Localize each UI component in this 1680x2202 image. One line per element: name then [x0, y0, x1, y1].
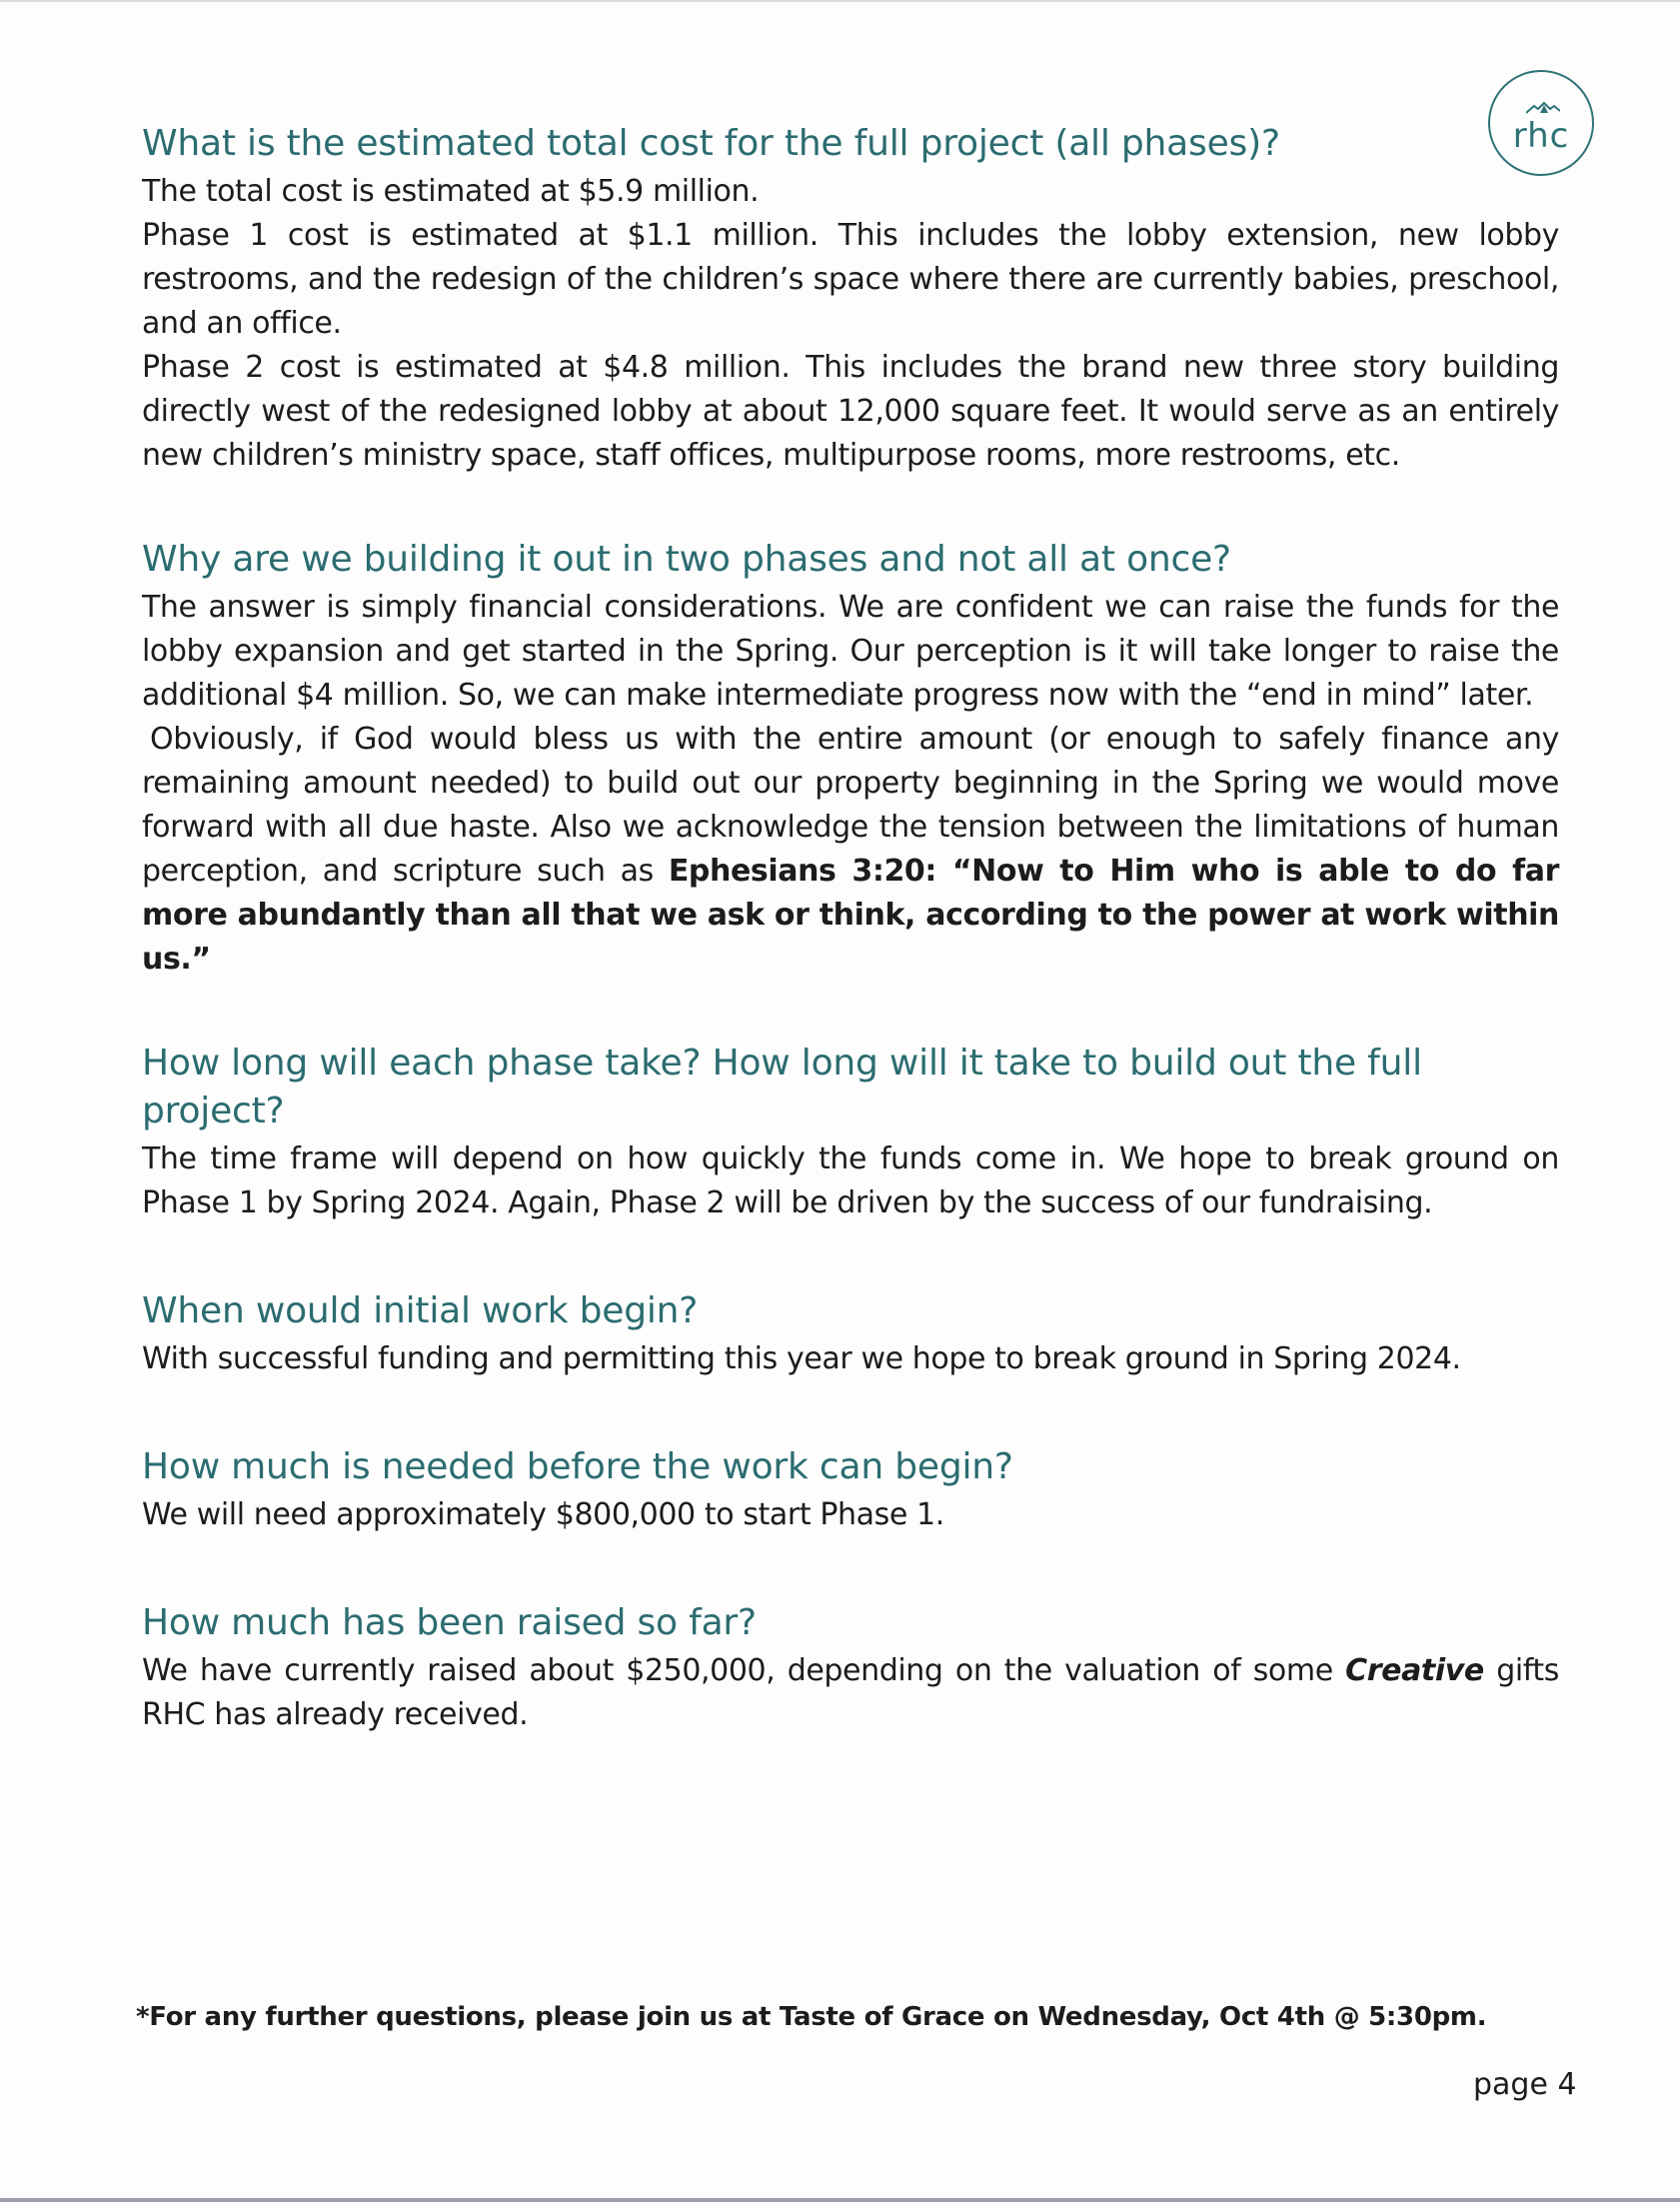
answer-paragraph [142, 718, 1559, 982]
answer-paragraph [142, 1649, 1559, 1737]
page-number: page 4 [1473, 2067, 1577, 2102]
scripture-quote: Ephesians 3:20: “Now to Him who is able to do far more abundantly than all that we ask or think, according to the power at work within us.” [142, 854, 1559, 977]
faq-section-raised [142, 1599, 1559, 1737]
faq-section-start [142, 1287, 1559, 1381]
answer-paragraph: With successful funding and permitting this year we hope to break ground in Spring 2024. [142, 1341, 1461, 1376]
question-heading: What is the estimated total cost for the full project (all phases)? [142, 123, 1280, 164]
faq-section-two-phases [142, 536, 1559, 982]
answer-paragraph: The total cost is estimated at $5.9 million. [142, 174, 760, 209]
footnote: *For any further questions, please join us at Taste of Grace on Wednesday, Oct 4th @ 5:30pm. [136, 2002, 1487, 2032]
question-heading: How much is needed before the work can begin? [142, 1446, 1013, 1487]
faq-section-needed [142, 1443, 1559, 1537]
emphasis-text: Creative [1345, 1653, 1484, 1688]
answer-paragraph: Phase 1 cost is estimated at $1.1 million. This includes the lobby extension, new lobby restrooms, and the redesign of the children’s space where there are currently babies, preschool, and an office. [142, 218, 1559, 341]
faq-content [142, 120, 1559, 1795]
answer-paragraph: The answer is simply financial considerations. We are confident we can raise the funds for the lobby expansion and get started in the Spring. Our perception is it will take longer to raise the additional $4 million. So, we can make intermediate progress now with the “end in mind” later. [142, 590, 1559, 713]
answer-paragraph: Phase 2 cost is estimated at $4.8 million. This includes the brand new three story building directly west of the redesigned lobby at about 12,000 square feet. It would serve as an entirely new children’s ministry space, staff offices, multipurpose rooms, more restrooms, etc. [142, 350, 1559, 473]
answer-paragraph: The time frame will depend on how quickly the funds come in. We hope to break ground on Phase 1 by Spring 2024. Again, Phase 2 will be driven by the success of our fundraising. [142, 1141, 1559, 1220]
answer-text: gifts RHC has already received. [142, 1653, 1559, 1732]
answer-paragraph: We will need approximately $800,000 to start Phase 1. [142, 1497, 944, 1532]
scan-top-edge [0, 0, 1680, 2]
question-heading: How much has been raised so far? [142, 1602, 757, 1643]
faq-section-timeline [142, 1040, 1559, 1225]
faq-section-total-cost [142, 120, 1559, 478]
answer-text: Obviously, if God would bless us with the entire amount (or enough to safely finance any remaining amount needed) to build out our property beginning in the Spring we would move forward with all due haste. Also we acknowledge the tension between the limitations of human perception, and scripture such as [142, 722, 1559, 889]
question-heading: When would initial work begin? [142, 1290, 699, 1331]
question-heading: Why are we building it out in two phases and not all at once? [142, 539, 1231, 580]
mountain-icon [1526, 102, 1560, 114]
answer-text: We have currently raised about $250,000, depending on the valuation of some [142, 1653, 1333, 1688]
scan-bottom-edge [0, 2198, 1680, 2202]
question-heading: How long will each phase take? How long will it take to build out the full project? [142, 1043, 1422, 1131]
logo-text: rhc [1512, 116, 1570, 156]
